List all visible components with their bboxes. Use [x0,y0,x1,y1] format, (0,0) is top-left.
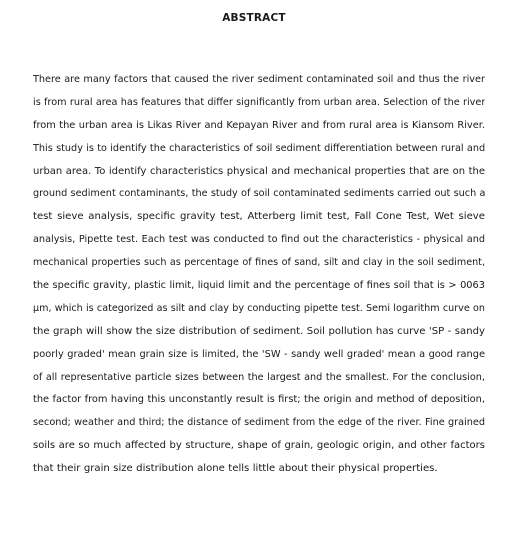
abstract-line: ground sediment contaminants, the study of soil contaminated sediments carried out such a [33,188,485,200]
abstract-line: of all representative particle sizes between the largest and the smallest. For the conclusion, [33,371,485,383]
abstract-line: the specific gravity, plastic limit, liquid limit and the percentage of fines soil that is > 0063 [33,280,485,292]
abstract-heading: ABSTRACT [222,12,286,24]
abstract-line: the graph will show the size distribution of sediment. Soil pollution has curve 'SP - sandy [33,325,485,337]
abstract-line: that their grain size distribution alone tells little about their physical properties. [33,463,438,475]
abstract-line: soils are so much affected by structure, shape of grain, geologic origin, and other factors [33,440,485,452]
abstract-line: second; weather and third; the distance of sediment from the edge of the river. Fine grained [33,417,485,429]
abstract-line: There are many factors that caused the river sediment contaminated soil and thus the river [33,74,485,85]
abstract-line: mechanical properties such as percentage of fines of sand, silt and clay in the soil sediment, [33,257,485,269]
abstract-line: urban area. To identify characteristics physical and mechanical properties that are on the [33,165,485,177]
abstract-line: analysis, Pipette test. Each test was conducted to find out the characteristics - physical and [33,234,485,246]
abstract-line: is from rural area has features that differ significantly from urban area. Selection of the river [33,96,485,108]
abstract-line: μm, which is categorized as silt and clay by conducting pipette test. Semi logarithm curve on [33,302,485,314]
abstract-line: from the urban area is Likas River and Kepayan River and from rural area is Kiansom River. [33,119,485,131]
abstract-body [33,69,485,481]
abstract-line: poorly graded' mean grain size is limited, the 'SW - sandy well graded' mean a good range [33,348,485,360]
abstract-line: the factor from having this unconstantly result is first; the origin and method of deposition, [33,394,485,406]
abstract-line: This study is to identify the characteristics of soil sediment differentiation between rural and [33,142,485,154]
abstract-line: test sieve analysis, specific gravity test, Atterberg limit test, Fall Cone Test, Wet sieve [33,211,485,223]
